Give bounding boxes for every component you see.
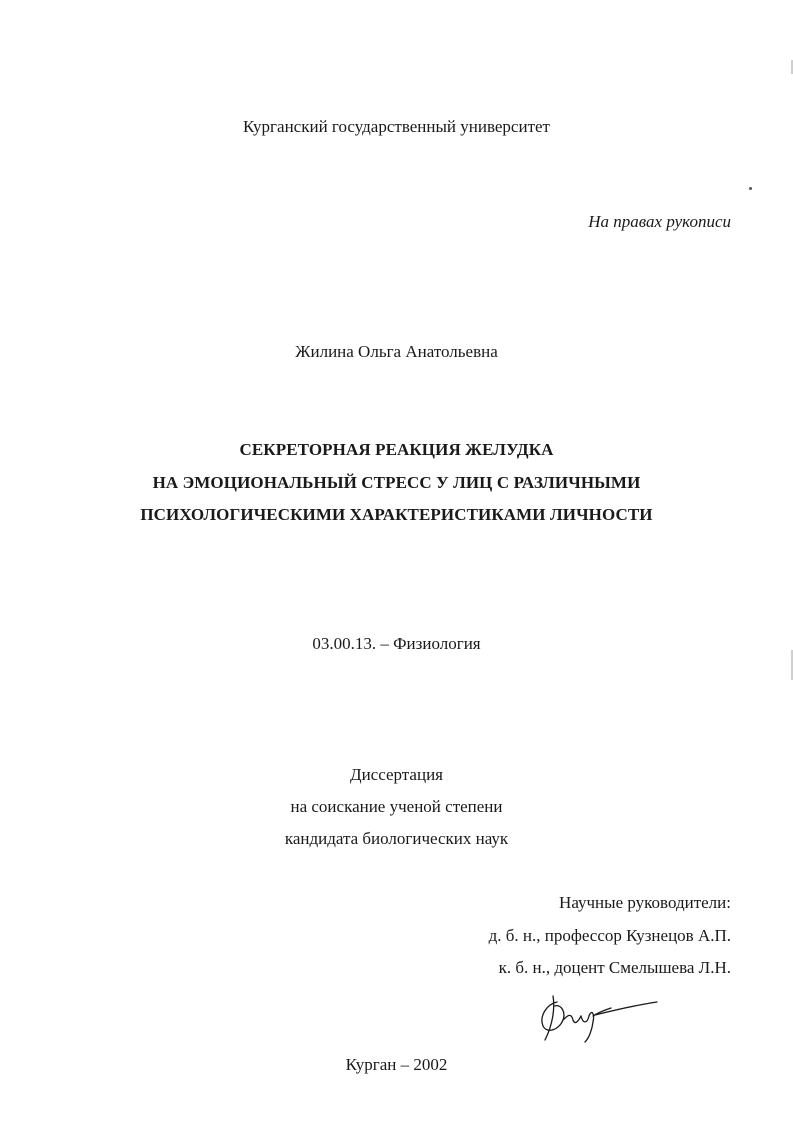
author-name: Жилина Ольга Анатольевна <box>295 342 498 361</box>
scan-speck <box>749 187 752 190</box>
supervisor-2: к. б. н., доцент Смелышева Л.Н. <box>498 958 731 977</box>
degree-line-1: Диссертация <box>349 765 443 784</box>
handwritten-signature <box>535 990 660 1045</box>
city-year: Курган – 2002 <box>345 1055 448 1074</box>
title-line-3: ПСИХОЛОГИЧЕСКИМИ ХАРАКТЕРИСТИКАМИ ЛИЧНОСТИ <box>140 505 653 524</box>
manuscript-note: На правах рукописи <box>588 212 731 231</box>
supervisors-heading: Научные руководители: <box>559 893 731 912</box>
supervisor-1: д. б. н., профессор Кузнецов А.П. <box>488 926 731 945</box>
institution-name: Курганский государственный университет <box>243 117 550 136</box>
degree-line-3: кандидата биологических наук <box>284 829 509 848</box>
specialty-code: 03.00.13. – Физиология <box>312 634 481 653</box>
degree-line-2: на соискание ученой степени <box>290 797 503 816</box>
title-line-2: НА ЭМОЦИОНАЛЬНЫЙ СТРЕСС У ЛИЦ С РАЗЛИЧНЫМИ <box>152 473 641 492</box>
title-line-1: СЕКРЕТОРНАЯ РЕАКЦИЯ ЖЕЛУДКА <box>239 440 554 459</box>
